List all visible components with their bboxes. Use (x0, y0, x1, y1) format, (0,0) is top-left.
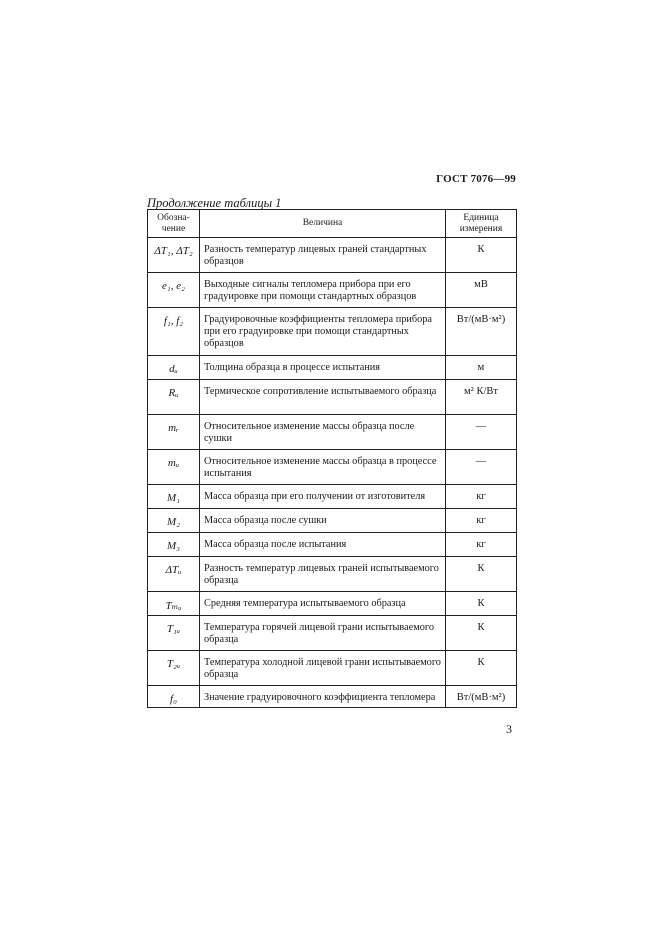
row-unit: мВ (446, 273, 517, 308)
row-symbol: Rᵤ (148, 380, 200, 415)
row-symbol: f₁, f₂ (148, 308, 200, 356)
table-row (148, 273, 517, 308)
row-unit: — (446, 415, 517, 450)
row-quantity: Масса образца после сушки (200, 509, 446, 533)
row-unit: К (446, 651, 517, 686)
row-symbol: dᵤ (148, 356, 200, 380)
table-row (148, 616, 517, 651)
row-symbol: M₃ (148, 533, 200, 557)
row-quantity: Толщина образца в процессе испытания (200, 356, 446, 380)
row-unit: кг (446, 509, 517, 533)
table-row (148, 533, 517, 557)
row-unit: кг (446, 485, 517, 509)
row-symbol: M₁ (148, 485, 200, 509)
row-quantity: Выходные сигналы тепломера прибора при его градуировке при помощи стандартных образцов (200, 273, 446, 308)
table-row (148, 238, 517, 273)
row-quantity: Градуировочные коэффициенты тепломера прибора при его градуировке при помощи стандартных образцов (200, 308, 446, 356)
symbols-table (147, 209, 517, 708)
row-quantity: Масса образца при его получении от изготовителя (200, 485, 446, 509)
row-symbol: ΔTᵤ (148, 557, 200, 592)
row-symbol: mᵤ (148, 450, 200, 485)
row-symbol: f₀ (148, 686, 200, 708)
row-unit: м (446, 356, 517, 380)
row-unit: м² К/Вт (446, 380, 517, 415)
header-symbol: Обозна- чение (148, 210, 200, 238)
table-row (148, 308, 517, 356)
row-quantity: Температура холодной лицевой грани испытываемого образца (200, 651, 446, 686)
row-quantity: Разность температур лицевых граней стандартных образцов (200, 238, 446, 273)
table-row (148, 651, 517, 686)
table-row (148, 485, 517, 509)
row-symbol: M₂ (148, 509, 200, 533)
table-row (148, 686, 517, 708)
table-row (148, 509, 517, 533)
row-unit: К (446, 616, 517, 651)
table-row (148, 415, 517, 450)
table-header-row (148, 210, 517, 238)
page-number: 3 (506, 722, 512, 736)
row-unit: К (446, 238, 517, 273)
row-symbol: e₁, e₂ (148, 273, 200, 308)
table-row (148, 380, 517, 415)
row-symbol: T₁ᵤ (148, 616, 200, 651)
row-quantity: Температура горячей лицевой грани испытываемого образца (200, 616, 446, 651)
row-quantity: Средняя температура испытываемого образца (200, 592, 446, 616)
row-quantity: Термическое сопротивление испытываемого образца (200, 380, 446, 415)
table-row (148, 557, 517, 592)
row-quantity: Значение градуировочного коэффициента тепломера (200, 686, 446, 708)
row-unit: кг (446, 533, 517, 557)
table-row (148, 592, 517, 616)
row-symbol: mᵣ (148, 415, 200, 450)
row-quantity: Относительное изменение массы образца в процессе испытания (200, 450, 446, 485)
row-unit: К (446, 592, 517, 616)
table-caption: Продолжение таблицы 1 (147, 196, 282, 210)
header-unit: Единица измерения (446, 210, 517, 238)
row-symbol: T₂ᵤ (148, 651, 200, 686)
row-quantity: Масса образца после испытания (200, 533, 446, 557)
row-quantity: Разность температур лицевых граней испытываемого образца (200, 557, 446, 592)
row-symbol: Tₘᵤ (148, 592, 200, 616)
row-unit: Вт/(мВ·м²) (446, 686, 517, 708)
row-symbol: ΔT₁, ΔT₂ (148, 238, 200, 273)
row-unit: Вт/(мВ·м²) (446, 308, 517, 356)
document-code: ГОСТ 7076—99 (436, 173, 516, 185)
row-quantity: Относительное изменение массы образца после сушки (200, 415, 446, 450)
row-unit: К (446, 557, 517, 592)
header-quantity: Величина (200, 210, 446, 238)
table-row (148, 356, 517, 380)
table-row (148, 450, 517, 485)
row-unit: — (446, 450, 517, 485)
